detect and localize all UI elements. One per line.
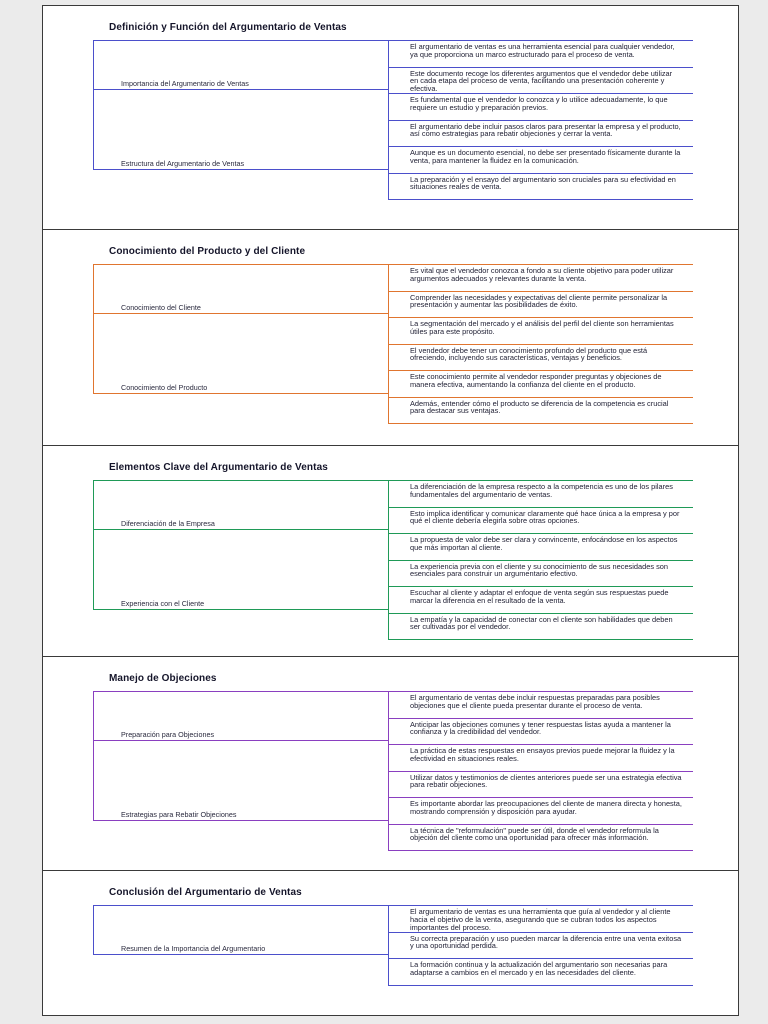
leaf-text: La experiencia previa con el cliente y su conocimiento de sus necesidades son esenciales para construir un argumentario efectivo.	[410, 561, 669, 579]
leaf-connector	[388, 850, 693, 851]
section-title: Definición y Función del Argumentario de Ventas	[109, 22, 347, 33]
leaf-connector	[388, 718, 693, 719]
root-connector	[93, 480, 693, 481]
leaf-connector	[388, 560, 693, 561]
root-vertical	[93, 40, 94, 169]
group-label: Conocimiento del Cliente	[121, 303, 201, 313]
leaf-connector	[388, 958, 693, 959]
leaf-connector	[388, 93, 693, 94]
group-label: Estructura del Argumentario de Ventas	[121, 158, 245, 168]
leaf-connector	[388, 932, 693, 933]
leaf-connector	[388, 797, 693, 798]
group-connector	[93, 529, 388, 530]
leaf-connector	[388, 639, 693, 640]
branch-connector	[388, 344, 389, 424]
section-title: Manejo de Objeciones	[109, 673, 217, 684]
group-connector	[93, 740, 388, 741]
group-connector	[93, 609, 388, 610]
section-panel	[43, 657, 738, 871]
branch-connector	[388, 40, 389, 120]
leaf-connector	[388, 744, 693, 745]
leaf-text: La práctica de estas respuestas en ensayos previos puede mejorar la fluidez y la efectividad en situaciones reales.	[410, 746, 675, 763]
group-connector	[93, 89, 388, 90]
group-connector	[93, 393, 388, 394]
leaf-text: El argumentario de ventas es una herramienta que guía al vendedor y al cliente hacia el objetivo de la venta, asegurando que se cubran todos los aspectos importantes del proceso.	[410, 907, 671, 932]
root-vertical	[93, 691, 94, 820]
leaf-text: La propuesta de valor debe ser clara y convincente, enfocándose en los aspectos que más importan al cliente.	[410, 535, 678, 552]
leaf-connector	[388, 199, 693, 200]
group-connector	[93, 313, 388, 314]
leaf-connector	[388, 370, 693, 371]
leaf-connector	[388, 67, 693, 68]
branch-connector	[388, 264, 389, 344]
root-vertical	[93, 905, 94, 954]
leaf-text: La técnica de "reformulación" puede ser útil, donde el vendedor reformula la objeción del cliente como una oportunidad para ofrecer más información.	[410, 825, 659, 843]
leaf-connector	[388, 317, 693, 318]
leaf-connector	[388, 344, 693, 345]
leaf-text: El vendedor debe tener un conocimiento profundo del producto que está ofreciendo, incluyendo sus características, ventajas y beneficios.	[410, 345, 648, 363]
leaf-connector	[388, 291, 693, 292]
section-title: Conocimiento del Producto y del Cliente	[109, 246, 306, 257]
leaf-text: Utilizar datos y testimonios de clientes anteriores puede ser una estrategia efectiva para rebatir objeciones.	[410, 772, 682, 790]
group-label: Importancia del Argumentario de Ventas	[121, 79, 249, 89]
leaf-connector	[388, 120, 693, 121]
group-label: Experiencia con el Cliente	[121, 598, 205, 608]
leaf-connector	[388, 423, 693, 424]
leaf-text: La diferenciación de la empresa respecto a la competencia es uno de los pilares fundamentales del argumentario de ventas.	[410, 482, 673, 499]
leaf-connector	[388, 771, 693, 772]
leaf-text: Es importante abordar las preocupaciones del cliente de manera directa y honesta, mostrando comprensión y disposición para ayudar.	[410, 799, 682, 816]
section-panel	[43, 446, 738, 657]
leaf-text: El argumentario de ventas es una herramienta esencial para cualquier vendedor, ya que proporciona un marco estructurado para el proceso de venta.	[410, 42, 675, 59]
leaf-connector	[388, 533, 693, 534]
leaf-text: Este conocimiento permite al vendedor responder preguntas y objeciones de manera efectiva, aumentando la confianza del cliente en el producto.	[410, 372, 662, 389]
group-connector	[93, 954, 388, 955]
leaf-text: Comprender las necesidades y expectativas del cliente permite personalizar la presentación y aumentar las posibilidades de éxito.	[410, 292, 668, 310]
group-connector	[93, 820, 388, 821]
leaf-connector	[388, 397, 693, 398]
leaf-text: Anticipar las objeciones comunes y tener respuestas listas ayuda a mantener la confianza y la credibilidad del vendedor.	[410, 719, 671, 737]
leaf-text: La empatía y la capacidad de conectar con el cliente son habilidades que deben ser cultivadas por el vendedor.	[410, 614, 673, 632]
leaf-text: Su correcta preparación y uso pueden marcar la diferencia entre una venta exitosa y una oportunidad perdida.	[410, 933, 682, 951]
root-connector	[93, 40, 693, 41]
leaf-text: Este documento recoge los diferentes argumentos que el vendedor debe utilizar en cada etapa del proceso de venta, facilitando una presentación coherente y efectiva.	[410, 68, 673, 94]
branch-connector	[388, 120, 389, 200]
leaf-text: La formación continua y la actualización del argumentario son necesarias para adaptarse a cambios en el mercado y en las necesidades del cliente.	[410, 960, 668, 977]
section-panel	[43, 230, 738, 446]
group-label: Preparación para Objeciones	[121, 730, 215, 740]
root-vertical	[93, 264, 94, 393]
leaf-text: La segmentación del mercado y el análisis del perfil del cliente son herramientas útiles para este propósito.	[410, 319, 674, 336]
section-title: Conclusión del Argumentario de Ventas	[109, 887, 302, 898]
leaf-text: Escuchar al cliente y adaptar el enfoque de venta según sus respuestas puede marcar la diferencia en el resultado de la venta.	[410, 588, 669, 605]
group-label: Resumen de la Importancia del Argumentario	[121, 944, 266, 954]
branch-connector	[388, 771, 389, 851]
root-vertical	[93, 480, 94, 609]
root-connector	[93, 264, 693, 265]
root-connector	[93, 691, 693, 692]
section-panel	[43, 6, 738, 230]
branch-connector	[388, 691, 389, 771]
leaf-connector	[388, 173, 693, 174]
section-panel	[43, 871, 738, 1017]
leaf-text: Esto implica identificar y comunicar claramente qué hace única a la empresa y por qué el cliente debería elegirla sobre otras opciones.	[410, 508, 680, 526]
section-title: Elementos Clave del Argumentario de Ventas	[109, 462, 328, 473]
leaf-connector	[388, 146, 693, 147]
leaf-connector	[388, 824, 693, 825]
leaf-text: El argumentario de ventas debe incluir respuestas preparadas para posibles objeciones que el cliente pueda presentar durante el proceso de venta.	[410, 693, 660, 710]
group-connector	[93, 169, 388, 170]
group-label: Diferenciación de la Empresa	[121, 519, 215, 529]
mind-map-document	[42, 5, 739, 1016]
leaf-connector	[388, 507, 693, 508]
branch-connector	[388, 560, 389, 640]
leaf-text: Aunque es un documento esencial, no debe ser presentado físicamente durante la venta, para mantener la fluidez en la comunicación.	[410, 148, 681, 165]
leaf-connector	[388, 985, 693, 986]
branch-connector	[388, 905, 389, 985]
root-connector	[93, 905, 693, 906]
leaf-text: El argumentario debe incluir pasos claros para presentar la empresa y el producto, así como estrategias para rebatir objeciones y cerrar la venta.	[410, 121, 681, 139]
branch-connector	[388, 480, 389, 560]
leaf-text: La preparación y el ensayo del argumentario son cruciales para su efectividad en situaciones reales de venta.	[410, 174, 676, 192]
leaf-connector	[388, 613, 693, 614]
leaf-text: Además, entender cómo el producto se diferencia de la competencia es crucial para destacar sus ventajas.	[410, 398, 669, 416]
leaf-text: Es fundamental que el vendedor lo conozca y lo utilice adecuadamente, lo que requiere un estudio y preparación previos.	[410, 95, 668, 112]
group-label: Conocimiento del Producto	[121, 382, 208, 392]
leaf-text: Es vital que el vendedor conozca a fondo a su cliente objetivo para poder utilizar argumentos adecuados y relevantes durante la venta.	[410, 266, 674, 283]
leaf-connector	[388, 586, 693, 587]
group-label: Estrategias para Rebatir Objeciones	[121, 809, 237, 819]
